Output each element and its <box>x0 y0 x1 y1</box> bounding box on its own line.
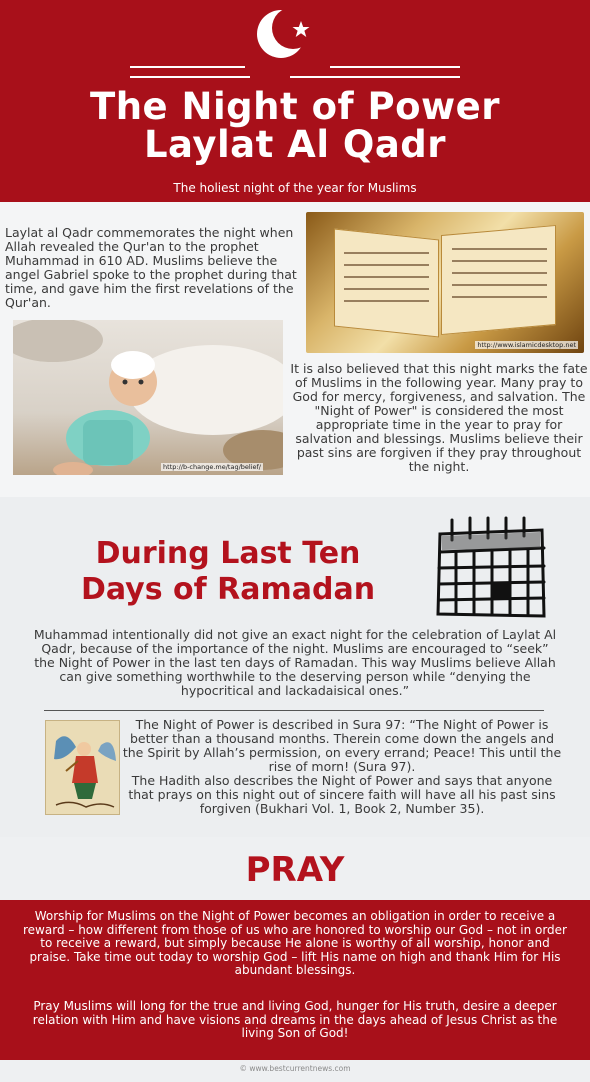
quran-text-line <box>452 296 547 298</box>
crescent-star-icon <box>253 6 323 66</box>
quran-photo-credit: http://www.islamicdesktop.net <box>477 341 576 349</box>
quran-text-line <box>452 260 547 262</box>
long-for-god-paragraph: Pray Muslims will long for the true and living God, hunger for His truth, desire a deeper relation with Him and have visions and dreams in the days ahead of Jesus Christ as the living Son of God! <box>32 999 558 1040</box>
sura-paragraph: The Night of Power is described in Sura 97: “The Night of Power is better than a thousand months. Therein come down the angels and the Spirit by Allah’s permission, on every errand; Peace! This until the rise of morn! (Sura 97). <box>122 717 562 774</box>
page-title-line1: The Night of Power <box>89 85 501 128</box>
pray-heading: PRAY <box>245 850 345 890</box>
quran-right-page <box>441 225 556 335</box>
quran-text-line <box>344 300 429 302</box>
child-praying-illustration <box>13 320 283 475</box>
quran-text-line <box>452 272 547 274</box>
quran-text-line <box>344 288 429 290</box>
quran-text-line <box>452 284 547 286</box>
calendar-icon <box>432 512 548 620</box>
ramadan-paragraph: Muhammad intentionally did not give an exact night for the celebration of Laylat Al Qadr, because of the importance of the night. Muslims are encouraged to “seek” the Night of Power in the last ten days of Ramadan. This way Muslims believe Allah can give something worthwhile to the deserving person while “denying the hypocritical and lackadaisical ones.” <box>33 627 557 698</box>
worship-paragraph: Worship for Muslims on the Night of Power becomes an obligation in order to receive a reward – how different from those of us who are honored to worship our God – not in order to receive a reward, but simply because He alone is worthy of all worship, honor and praise. Take time out today to worship God – lift His name on high and thank Him for His abundant blessings. <box>23 909 567 977</box>
header-banner <box>0 0 590 202</box>
intro-paragraph: Laylat al Qadr commemorates the night when Allah revealed the Qur'an to the prophet Muhammad in 610 AD. Muslims believe the angel Gabriel spoke to the prophet during that time, and gave him the first revelations of the Qur'an. <box>5 225 297 310</box>
quran-photo <box>306 212 584 353</box>
child-praying-photo <box>13 320 283 475</box>
child-photo-credit: http://b-change.me/tag/belief/ <box>163 463 261 471</box>
header-rule-right-lower <box>290 76 460 78</box>
header-rule-left <box>130 66 245 68</box>
hadith-paragraph: The Hadith also describes the Night of Power and says that anyone that prays on this night out of sincere faith will have all his past sins forgiven (Bukhari Vol. 1, Book 2, Number 35). <box>128 773 556 816</box>
quran-text-line <box>452 248 547 250</box>
quran-text-line <box>344 264 429 266</box>
header-rule-right <box>330 66 460 68</box>
quran-text-line <box>344 252 429 254</box>
header-rule-left-lower <box>130 76 250 78</box>
quran-left-page <box>334 228 439 337</box>
page-subtitle: The holiest night of the year for Muslims <box>173 181 417 195</box>
ramadan-heading-line1: During Last Ten <box>95 536 361 571</box>
quran-text-line <box>344 276 429 278</box>
section-divider <box>44 710 544 711</box>
ramadan-heading-line2: Days of Ramadan <box>80 572 376 607</box>
page-title-line2: Laylat Al Qadr <box>143 123 447 166</box>
site-credit: © www.bestcurrentnews.com <box>239 1064 351 1073</box>
fate-paragraph: It is also believed that this night marks the fate of Muslims in the following year. Many pray to God for mercy, forgiveness, and salvation. The "Night of Power" is considered the most appropriate time in the year to pray for salvation and blessings. Muslims believe their past sins are forgiven if they pray throughout the night. <box>290 361 588 474</box>
sura-text <box>122 718 562 816</box>
painting-illustration <box>46 721 120 815</box>
ramadan-heading <box>48 536 408 608</box>
islamic-painting <box>45 720 120 815</box>
